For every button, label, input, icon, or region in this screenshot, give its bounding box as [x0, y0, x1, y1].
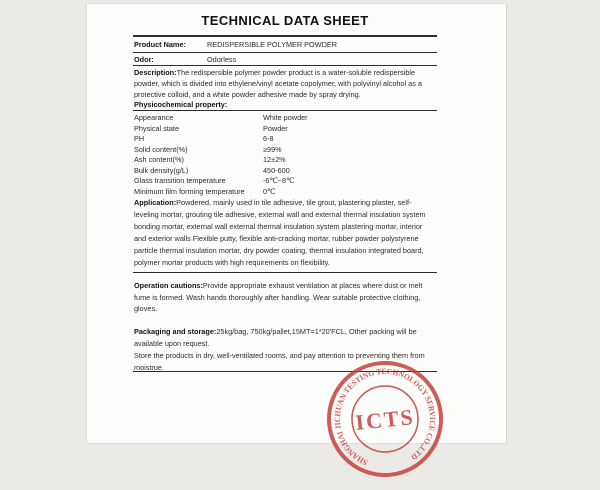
property-value: ≥99%	[263, 144, 282, 154]
property-name: Appearance	[134, 113, 174, 122]
title-divider	[133, 35, 437, 37]
property-name: Solid content(%)	[134, 144, 188, 154]
property-value: 450-600	[263, 165, 290, 175]
property-value: White powder	[263, 113, 308, 122]
product-name-label: Product Name:	[134, 40, 186, 49]
packaging-paragraph	[134, 326, 436, 350]
application-text: Powdered, mainly used in tile adhesive, tile grout, plastering plaster, self-leveling mortar, grouting tile adhesive, external wall and external thermal insulation system bonding mortar, external wall external thermal insulation system plastering mortar, interior and exterior walls Flexible putty, flexible anti-cracking mortar, rubber powder polystyrene particle thermal insulation mortar, dry powder coating, thermal insulation integrated board, polymer mortar products with high requirements on flexibility.	[134, 198, 426, 267]
product-name-value: REDISPERSIBLE POLYMER POWDER	[207, 40, 338, 49]
section-divider	[133, 110, 437, 111]
stamp-ring-text: SHANGHAI JICHUAN TESTING TECHNOLOGY SERVICE CO.,LTD	[332, 366, 438, 468]
row-divider	[133, 52, 437, 53]
odor-value: Odorless	[207, 55, 237, 64]
section-divider	[133, 272, 437, 273]
storage-text: Store the products in dry, well-ventilated rooms, and pay attention to preventing them from moistrue.	[134, 351, 425, 372]
odor-label: Odor:	[134, 55, 154, 64]
packaging-text: 25kg/bag, 750kg/pallet,15MT=1*20'FCL, Other packing will be available upon request.	[134, 327, 417, 348]
operation-cautions-label: Operation cautions:	[134, 281, 203, 290]
row-divider	[133, 65, 437, 66]
packaging-label: Packaging and storage:	[134, 327, 217, 336]
property-name: Bulk density(g/L)	[134, 165, 189, 175]
property-name: PH	[134, 134, 145, 143]
physicochemical-heading: Physicochemical property:	[134, 100, 228, 109]
property-value: 12±2%	[263, 155, 286, 164]
description-label: Description:	[134, 68, 177, 77]
operation-cautions-text: Provide appropriate exhaust ventilation at places where dust or melt fume is formed. Wash hands thoroughly after handling. Wear suitable protective clothing, gloves.	[134, 281, 423, 313]
property-name: Glass transition temperature	[134, 176, 226, 185]
description-text: The redispersible polymer powder product is a water-soluble redispersible powder, which is divided into ethylene/vinyl acetate copolymer, with polyvinyl alcohol as a protective colloid, and a white powder adhesive made by spray drying.	[134, 68, 422, 99]
application-label: Application:	[134, 198, 177, 207]
property-value: 0℃	[263, 186, 276, 196]
property-name: Minimum film forming temperature	[134, 186, 245, 196]
property-name: Ash content(%)	[134, 155, 184, 164]
application-paragraph	[134, 197, 436, 269]
property-value: Powder	[263, 123, 288, 133]
property-value: -6℃~8℃	[263, 176, 295, 185]
company-stamp-icon	[314, 348, 457, 490]
description-paragraph	[134, 68, 436, 100]
operation-cautions-paragraph	[134, 280, 436, 315]
page-title: TECHNICAL DATA SHEET	[201, 13, 369, 28]
stamp-center-text: ICTS	[354, 403, 416, 436]
property-name: Physical state	[134, 123, 180, 133]
property-value: 6-8	[263, 134, 274, 143]
